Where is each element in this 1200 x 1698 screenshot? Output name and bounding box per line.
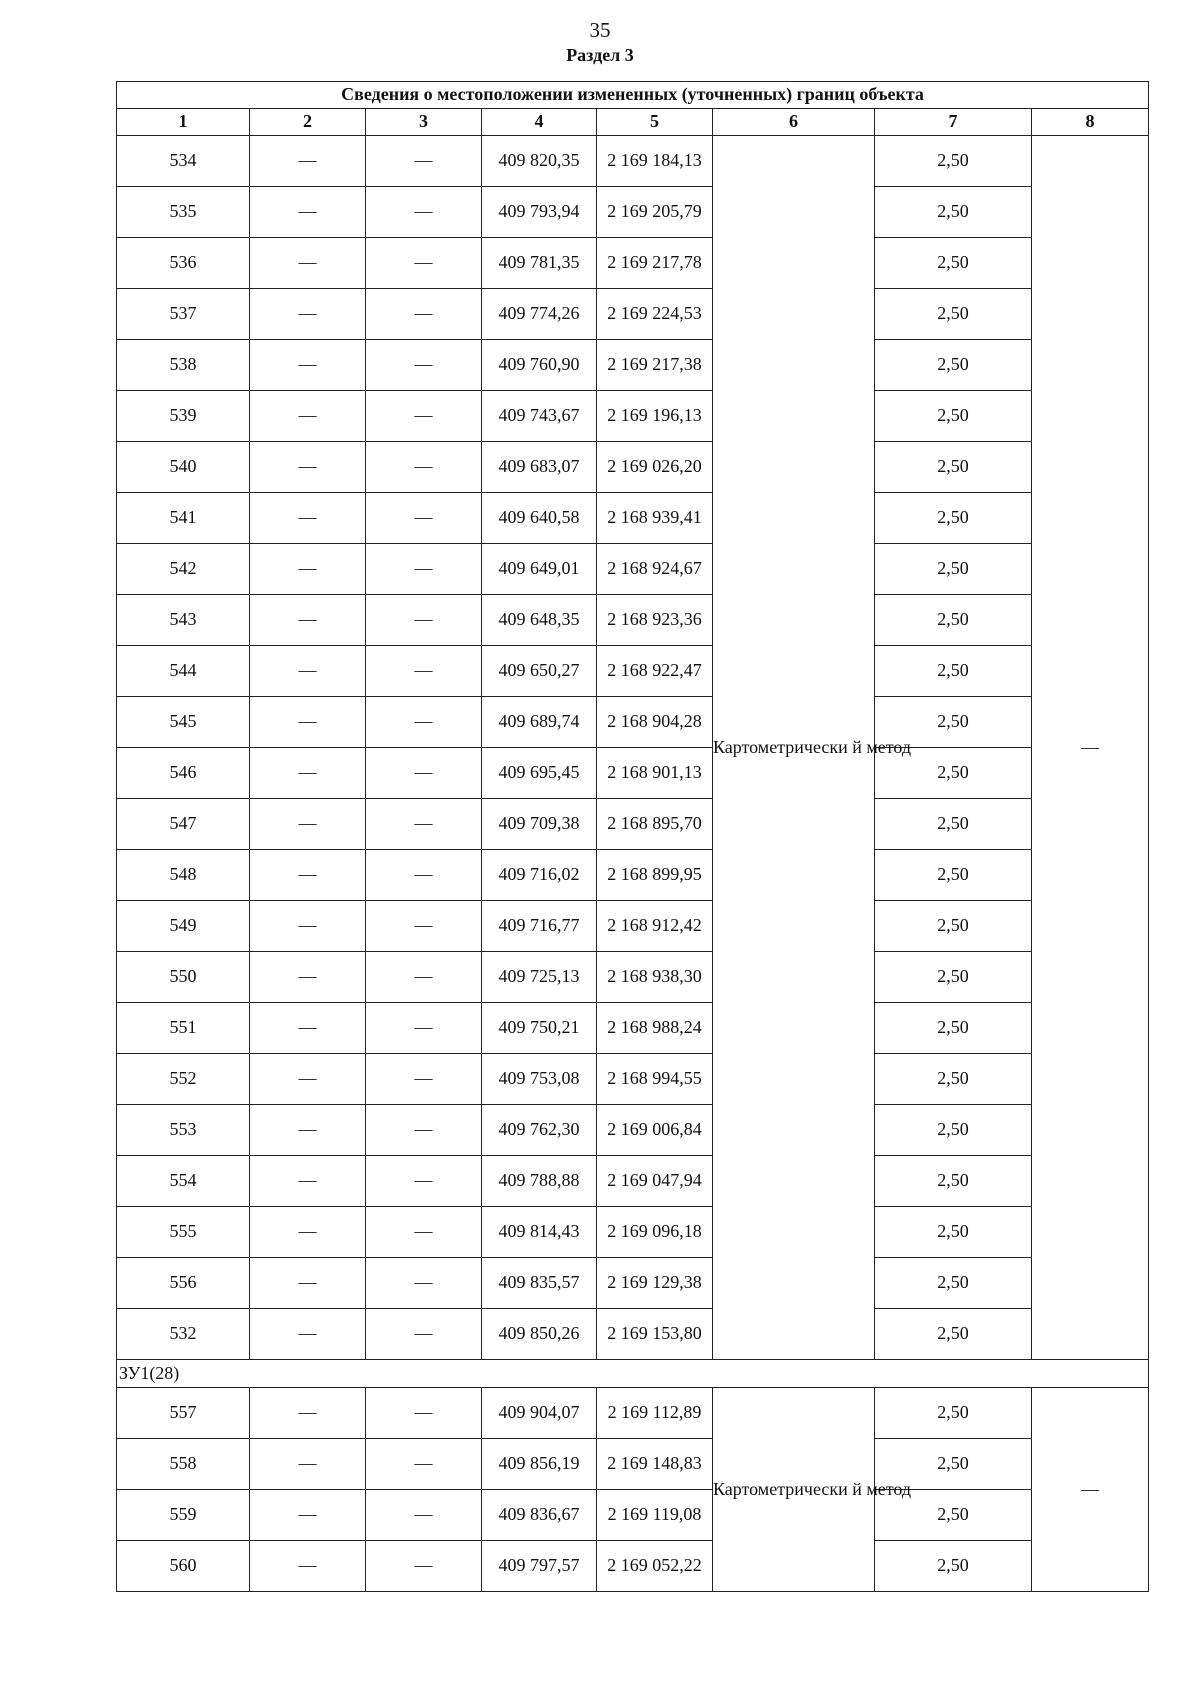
y-coordinate: 2 169 217,38 [597,340,713,391]
table-row [117,1258,1149,1309]
col3-value: — [366,544,482,595]
point-number: 545 [117,697,250,748]
accuracy-value: 2,50 [875,340,1032,391]
col3-value: — [366,442,482,493]
point-number: 552 [117,1054,250,1105]
col2-value: — [250,646,366,697]
point-number: 538 [117,340,250,391]
x-coordinate: 409 797,57 [482,1541,597,1592]
point-number: 544 [117,646,250,697]
table-row [117,1490,1149,1541]
x-coordinate: 409 650,27 [482,646,597,697]
column-number: 5 [597,109,713,136]
x-coordinate: 409 640,58 [482,493,597,544]
col3-value: — [366,1490,482,1541]
col2-value: — [250,1258,366,1309]
y-coordinate: 2 169 096,18 [597,1207,713,1258]
point-number: 540 [117,442,250,493]
column-number: 2 [250,109,366,136]
determination-method: Картометрически й метод [713,136,875,1360]
x-coordinate: 409 788,88 [482,1156,597,1207]
point-number: 559 [117,1490,250,1541]
table-row [117,748,1149,799]
point-number: 555 [117,1207,250,1258]
y-coordinate: 2 169 129,38 [597,1258,713,1309]
col2-value: — [250,289,366,340]
col2-value: — [250,1156,366,1207]
y-coordinate: 2 169 026,20 [597,442,713,493]
accuracy-value: 2,50 [875,544,1032,595]
accuracy-value: 2,50 [875,391,1032,442]
y-coordinate: 2 169 184,13 [597,136,713,187]
y-coordinate: 2 168 938,30 [597,952,713,1003]
table-caption-row [117,82,1149,109]
y-coordinate: 2 169 047,94 [597,1156,713,1207]
col2-value: — [250,1003,366,1054]
col3-value: — [366,289,482,340]
x-coordinate: 409 695,45 [482,748,597,799]
accuracy-value: 2,50 [875,289,1032,340]
accuracy-value: 2,50 [875,952,1032,1003]
accuracy-value: 2,50 [875,1490,1032,1541]
point-number: 558 [117,1439,250,1490]
accuracy-value: 2,50 [875,238,1032,289]
col2-value: — [250,442,366,493]
col2-value: — [250,748,366,799]
point-number: 557 [117,1388,250,1439]
col2-value: — [250,340,366,391]
col2-value: — [250,595,366,646]
col3-value: — [366,238,482,289]
table-row [117,1541,1149,1592]
x-coordinate: 409 793,94 [482,187,597,238]
column-number: 6 [713,109,875,136]
x-coordinate: 409 753,08 [482,1054,597,1105]
point-number: 549 [117,901,250,952]
y-coordinate: 2 169 119,08 [597,1490,713,1541]
col3-value: — [366,901,482,952]
y-coordinate: 2 169 148,83 [597,1439,713,1490]
table-row [117,952,1149,1003]
accuracy-value: 2,50 [875,1388,1032,1439]
determination-method: Картометрически й метод [713,1388,875,1592]
y-coordinate: 2 169 006,84 [597,1105,713,1156]
col3-value: — [366,1309,482,1360]
col8-value: — [1032,1388,1149,1592]
col2-value: — [250,901,366,952]
column-number: 3 [366,109,482,136]
point-number: 542 [117,544,250,595]
col2-value: — [250,697,366,748]
y-coordinate: 2 168 924,67 [597,544,713,595]
x-coordinate: 409 774,26 [482,289,597,340]
accuracy-value: 2,50 [875,136,1032,187]
page-number: 35 [589,18,611,42]
point-number: 554 [117,1156,250,1207]
col3-value: — [366,187,482,238]
point-number: 541 [117,493,250,544]
table-row [117,901,1149,952]
y-coordinate: 2 168 988,24 [597,1003,713,1054]
table-caption: Сведения о местоположении измененных (уточненных) границ объекта [117,82,1149,109]
col3-value: — [366,340,482,391]
table-row [117,697,1149,748]
table-row [117,391,1149,442]
col2-value: — [250,1541,366,1592]
table-row [117,544,1149,595]
table-row [117,493,1149,544]
y-coordinate: 2 169 112,89 [597,1388,713,1439]
x-coordinate: 409 725,13 [482,952,597,1003]
x-coordinate: 409 814,43 [482,1207,597,1258]
y-coordinate: 2 168 912,42 [597,901,713,952]
y-coordinate: 2 169 205,79 [597,187,713,238]
point-number: 560 [117,1541,250,1592]
group-label: ЗУ1(28) [117,1360,1149,1388]
x-coordinate: 409 836,67 [482,1490,597,1541]
col8-value: — [1032,136,1149,1360]
table-row [117,1309,1149,1360]
accuracy-value: 2,50 [875,1054,1032,1105]
table-row [117,289,1149,340]
table-row [117,1388,1149,1439]
accuracy-value: 2,50 [875,1309,1032,1360]
point-number: 553 [117,1105,250,1156]
y-coordinate: 2 169 217,78 [597,238,713,289]
accuracy-value: 2,50 [875,1439,1032,1490]
column-number-row [117,109,1149,136]
table-row [117,1207,1149,1258]
col2-value: — [250,952,366,1003]
col2-value: — [250,1309,366,1360]
col2-value: — [250,136,366,187]
table-row [117,646,1149,697]
point-number: 550 [117,952,250,1003]
x-coordinate: 409 835,57 [482,1258,597,1309]
accuracy-value: 2,50 [875,799,1032,850]
accuracy-value: 2,50 [875,850,1032,901]
point-number: 543 [117,595,250,646]
accuracy-value: 2,50 [875,595,1032,646]
point-number: 546 [117,748,250,799]
accuracy-value: 2,50 [875,646,1032,697]
col3-value: — [366,136,482,187]
col3-value: — [366,1003,482,1054]
y-coordinate: 2 168 904,28 [597,697,713,748]
col2-value: — [250,1388,366,1439]
x-coordinate: 409 781,35 [482,238,597,289]
table-body [117,82,1149,1592]
point-number: 539 [117,391,250,442]
col2-value: — [250,1054,366,1105]
col3-value: — [366,952,482,1003]
accuracy-value: 2,50 [875,901,1032,952]
col2-value: — [250,391,366,442]
group-label-row [117,1360,1149,1388]
col2-value: — [250,1439,366,1490]
point-number: 547 [117,799,250,850]
x-coordinate: 409 709,38 [482,799,597,850]
section-title: Раздел 3 [566,45,634,65]
accuracy-value: 2,50 [875,1207,1032,1258]
col3-value: — [366,1541,482,1592]
table-row [117,136,1149,187]
col3-value: — [366,1054,482,1105]
col3-value: — [366,1439,482,1490]
col2-value: — [250,1490,366,1541]
table-row [117,1003,1149,1054]
column-number: 4 [482,109,597,136]
x-coordinate: 409 850,26 [482,1309,597,1360]
col2-value: — [250,799,366,850]
table-row [117,187,1149,238]
y-coordinate: 2 169 052,22 [597,1541,713,1592]
accuracy-value: 2,50 [875,442,1032,493]
y-coordinate: 2 168 901,13 [597,748,713,799]
y-coordinate: 2 168 922,47 [597,646,713,697]
table-row [117,850,1149,901]
accuracy-value: 2,50 [875,1541,1032,1592]
table-row [117,340,1149,391]
table-row [117,1105,1149,1156]
accuracy-value: 2,50 [875,748,1032,799]
x-coordinate: 409 649,01 [482,544,597,595]
point-number: 536 [117,238,250,289]
y-coordinate: 2 168 923,36 [597,595,713,646]
column-number: 1 [117,109,250,136]
col2-value: — [250,238,366,289]
table-row [117,238,1149,289]
point-number: 534 [117,136,250,187]
y-coordinate: 2 169 196,13 [597,391,713,442]
col3-value: — [366,646,482,697]
col2-value: — [250,493,366,544]
accuracy-value: 2,50 [875,1105,1032,1156]
x-coordinate: 409 716,77 [482,901,597,952]
table-row [117,442,1149,493]
y-coordinate: 2 168 994,55 [597,1054,713,1105]
col3-value: — [366,595,482,646]
y-coordinate: 2 168 939,41 [597,493,713,544]
table-row [117,595,1149,646]
x-coordinate: 409 750,21 [482,1003,597,1054]
col2-value: — [250,187,366,238]
col3-value: — [366,748,482,799]
y-coordinate: 2 168 895,70 [597,799,713,850]
accuracy-value: 2,50 [875,697,1032,748]
col2-value: — [250,850,366,901]
y-coordinate: 2 169 224,53 [597,289,713,340]
accuracy-value: 2,50 [875,1258,1032,1309]
accuracy-value: 2,50 [875,493,1032,544]
boundary-coordinates-table [116,81,1149,1592]
point-number: 548 [117,850,250,901]
col3-value: — [366,850,482,901]
accuracy-value: 2,50 [875,1156,1032,1207]
column-number: 8 [1032,109,1149,136]
col3-value: — [366,1388,482,1439]
point-number: 556 [117,1258,250,1309]
table-row [117,1156,1149,1207]
x-coordinate: 409 648,35 [482,595,597,646]
y-coordinate: 2 169 153,80 [597,1309,713,1360]
col3-value: — [366,1156,482,1207]
col3-value: — [366,697,482,748]
accuracy-value: 2,50 [875,1003,1032,1054]
col2-value: — [250,1207,366,1258]
x-coordinate: 409 760,90 [482,340,597,391]
accuracy-value: 2,50 [875,187,1032,238]
x-coordinate: 409 689,74 [482,697,597,748]
x-coordinate: 409 683,07 [482,442,597,493]
table-row [117,1054,1149,1105]
x-coordinate: 409 820,35 [482,136,597,187]
col3-value: — [366,1105,482,1156]
col3-value: — [366,1258,482,1309]
x-coordinate: 409 716,02 [482,850,597,901]
point-number: 551 [117,1003,250,1054]
point-number: 535 [117,187,250,238]
point-number: 537 [117,289,250,340]
col3-value: — [366,391,482,442]
x-coordinate: 409 904,07 [482,1388,597,1439]
x-coordinate: 409 856,19 [482,1439,597,1490]
y-coordinate: 2 168 899,95 [597,850,713,901]
column-number: 7 [875,109,1032,136]
x-coordinate: 409 743,67 [482,391,597,442]
col3-value: — [366,493,482,544]
col3-value: — [366,1207,482,1258]
point-number: 532 [117,1309,250,1360]
table-row [117,1439,1149,1490]
col2-value: — [250,1105,366,1156]
col2-value: — [250,544,366,595]
col3-value: — [366,799,482,850]
table-row [117,799,1149,850]
x-coordinate: 409 762,30 [482,1105,597,1156]
